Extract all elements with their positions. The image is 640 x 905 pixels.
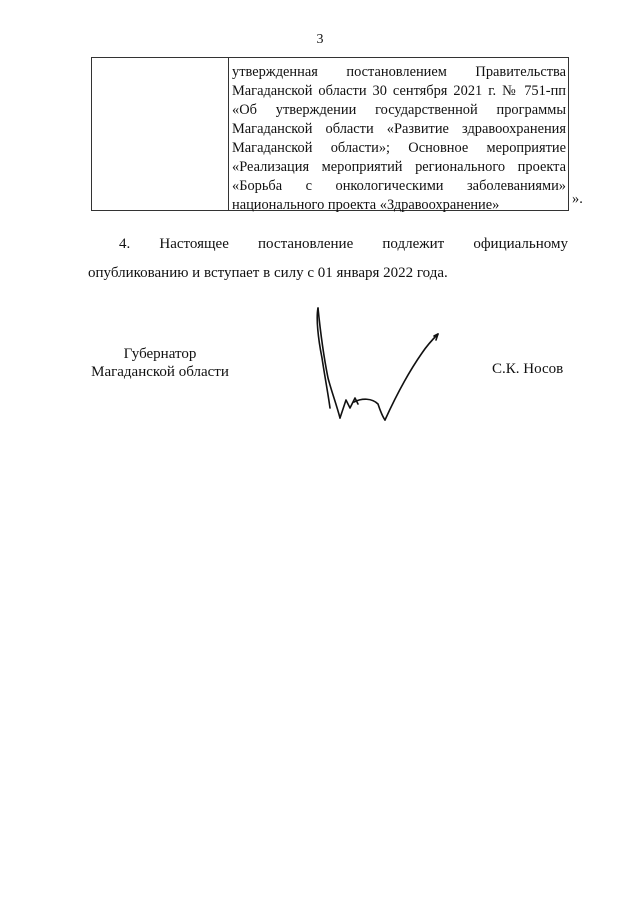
page-number: 3 [316,32,324,47]
table-text-line: Магаданской области «Развитие здравоохранения [232,121,566,137]
table-text-line: национального проекта «Здравоохранение» [232,197,500,213]
table-text-line: утвержденная постановлением Правительства [232,64,566,80]
table-cell-right [232,63,566,215]
table-cell-left [92,58,229,210]
paragraph-4-line-1: 4. Настоящее постановление подлежит официальному [119,236,568,252]
continuation-table [91,57,569,211]
signatory-title-line-2: Магаданской области [91,364,229,380]
closing-quote-mark: ». [572,191,583,207]
table-text-line: Магаданской области 30 сентября 2021 г. № 751-пп [232,83,566,99]
table-text-line: Магаданской области»; Основное мероприятие [232,140,566,156]
handwritten-signature-icon [310,298,440,428]
signatory-title-line-1: Губернатор [123,346,197,362]
table-text-line: «Реализация мероприятий регионального проекта [232,159,566,175]
paragraph-4-line-2: опубликованию и вступает в силу с 01 января 2022 года. [88,265,448,281]
table-text-line: «Об утверждении государственной программы [232,102,566,118]
signatory-name: С.К. Носов [492,361,564,377]
table-text-line: «Борьба с онкологическими заболеваниями» [232,178,566,194]
signatory-title [90,345,230,381]
